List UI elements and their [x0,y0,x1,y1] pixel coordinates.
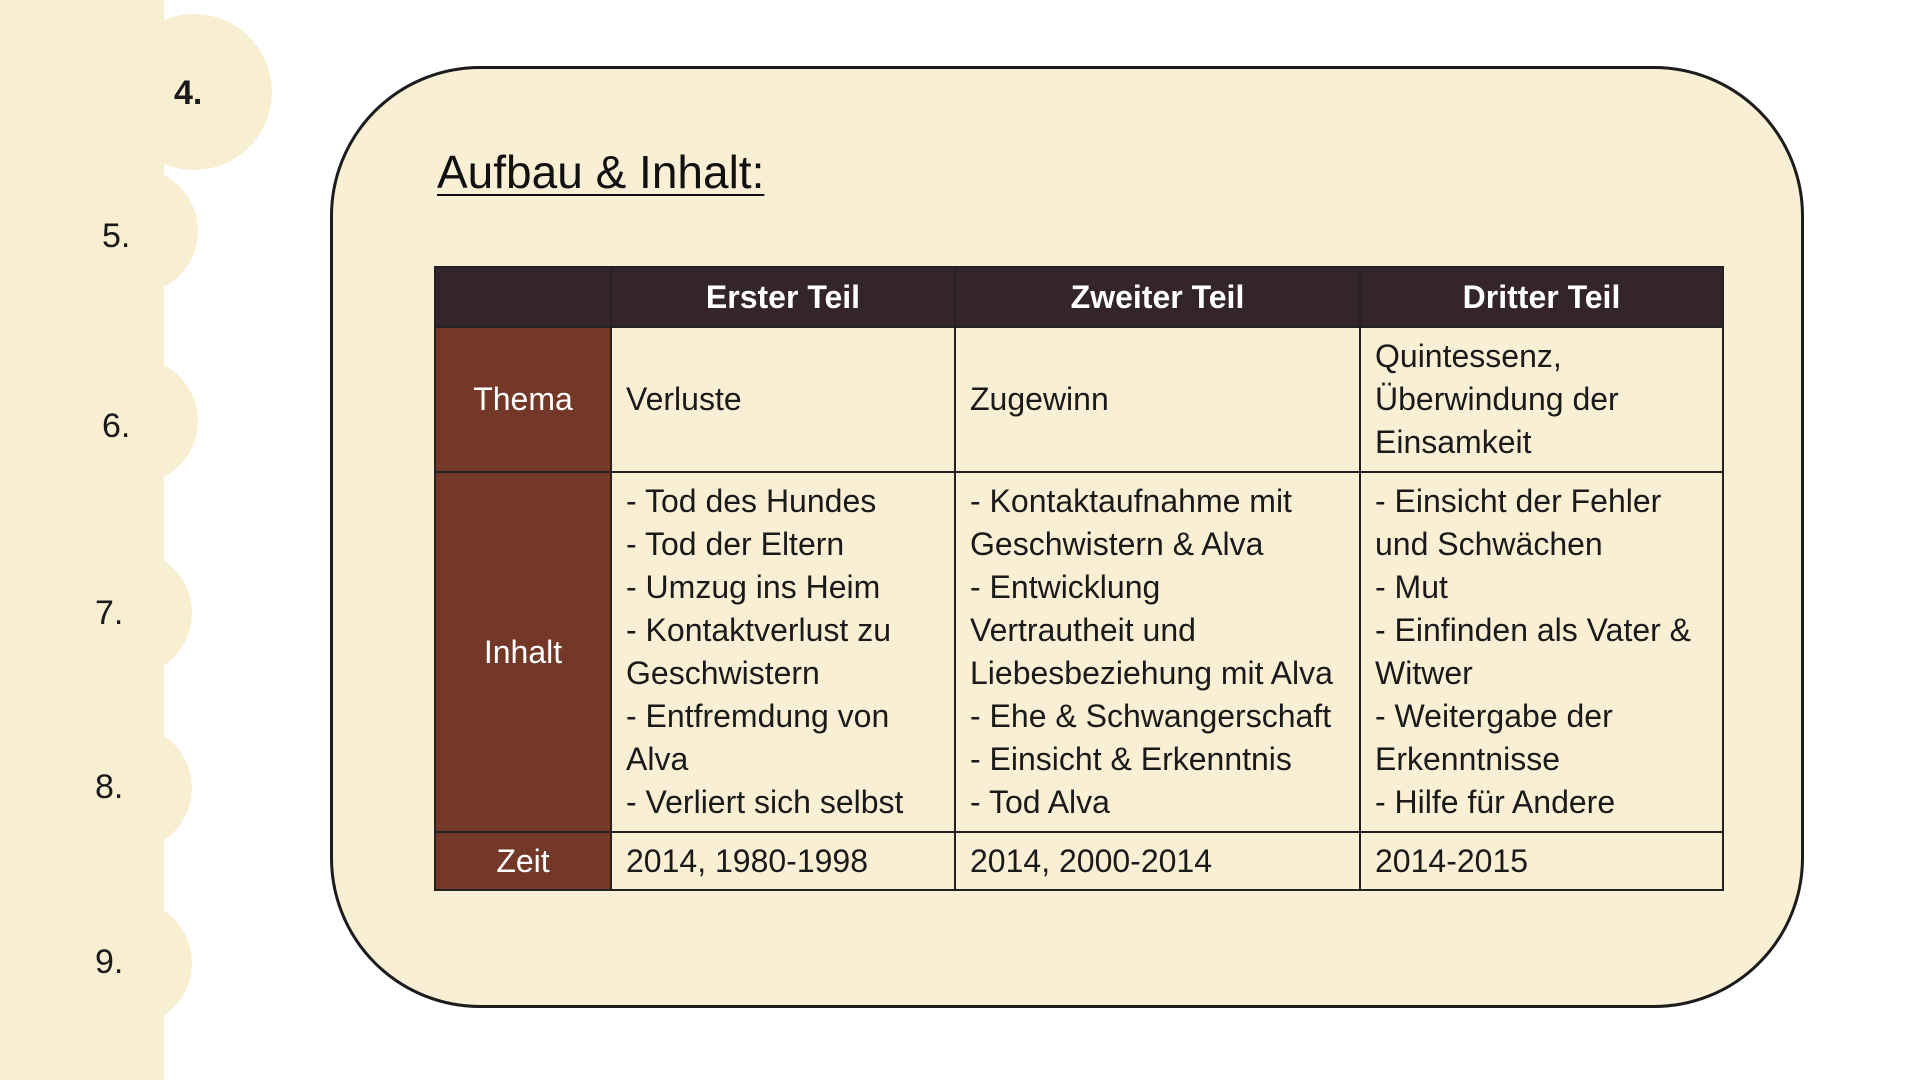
table-cell [1360,832,1723,890]
row-header-thema: Thema [435,327,611,472]
table-cell [955,472,1360,832]
cell-line: - Einsicht & Erkenntnis [970,741,1292,777]
column-header-dritter-teil: Dritter Teil [1360,267,1723,327]
table-cell [611,327,955,472]
table-cell [955,327,1360,472]
column-header-zweiter-teil: Zweiter Teil [955,267,1360,327]
cell-line: Quintessenz, [1375,338,1562,374]
nav-number-7[interactable]: 7. [95,594,124,632]
nav-tab-7[interactable] [66,550,192,676]
cell-line: 2014, 2000-2014 [970,842,1212,879]
cell-line: Witwer [1375,655,1473,691]
cell-line: Alva [626,741,689,777]
cell-line: - Umzug ins Heim [626,569,881,605]
cell-line: Liebesbeziehung mit Alva [970,655,1333,691]
table-cell [611,832,955,890]
section-heading: Aufbau & Inhalt: [437,146,765,198]
cell-line: 2014-2015 [1375,842,1529,879]
cell-line: - Einfinden als Vater & [1375,612,1692,648]
column-header-erster-teil: Erster Teil [611,267,955,327]
nav-number-4[interactable]: 4. [174,74,203,112]
cell-line: - Entfremdung von [626,698,890,734]
table-cell [611,472,955,832]
cell-line: 2014, 1980-1998 [626,842,868,879]
table-row-zeit [435,832,1723,890]
cell-line: - Verliert sich selbst [626,784,904,820]
cell-line: - Tod Alva [970,784,1110,820]
cell-line: - Hilfe für Andere [1375,784,1616,820]
cell-line: Zugewinn [970,381,1109,417]
cell-line: - Ehe & Schwangerschaft [970,698,1332,734]
nav-tab-6[interactable] [72,358,198,484]
structure-table [434,266,1724,891]
cell-line: - Tod des Hundes [626,483,877,519]
nav-number-9[interactable]: 9. [95,943,124,981]
cell-line: - Tod der Eltern [626,526,845,562]
cell-line: - Mut [1375,569,1448,605]
cell-line: Geschwistern [626,655,820,691]
table-header-row [435,267,1723,327]
nav-tab-8[interactable] [66,725,192,851]
cell-line: Einsamkeit [1375,424,1532,460]
table-corner-cell [435,267,611,327]
nav-number-6[interactable]: 6. [102,407,131,445]
table-cell [955,832,1360,890]
row-header-zeit: Zeit [435,832,611,890]
table-cell [1360,472,1723,832]
cell-line: Vertrautheit und [970,612,1196,648]
nav-number-8[interactable]: 8. [95,768,124,806]
cell-line: Geschwistern & Alva [970,526,1264,562]
row-header-inhalt: Inhalt [435,472,611,832]
nav-tab-5[interactable] [72,168,198,294]
nav-number-5[interactable]: 5. [102,217,131,255]
cell-line: - Entwicklung [970,569,1161,605]
table-row-thema [435,327,1723,472]
table-row-inhalt [435,472,1723,832]
cell-line: - Kontaktverlust zu [626,612,891,648]
cell-line: Verluste [626,381,742,417]
cell-line: Erkenntnisse [1375,741,1560,777]
cell-line: - Einsicht der Fehler [1375,483,1662,519]
cell-line: und Schwächen [1375,526,1603,562]
cell-line: - Kontaktaufnahme mit [970,483,1292,519]
cell-line: Überwindung der [1375,381,1619,417]
nav-tab-9[interactable] [66,900,192,1026]
table-cell [1360,327,1723,472]
cell-line: - Weitergabe der [1375,698,1613,734]
